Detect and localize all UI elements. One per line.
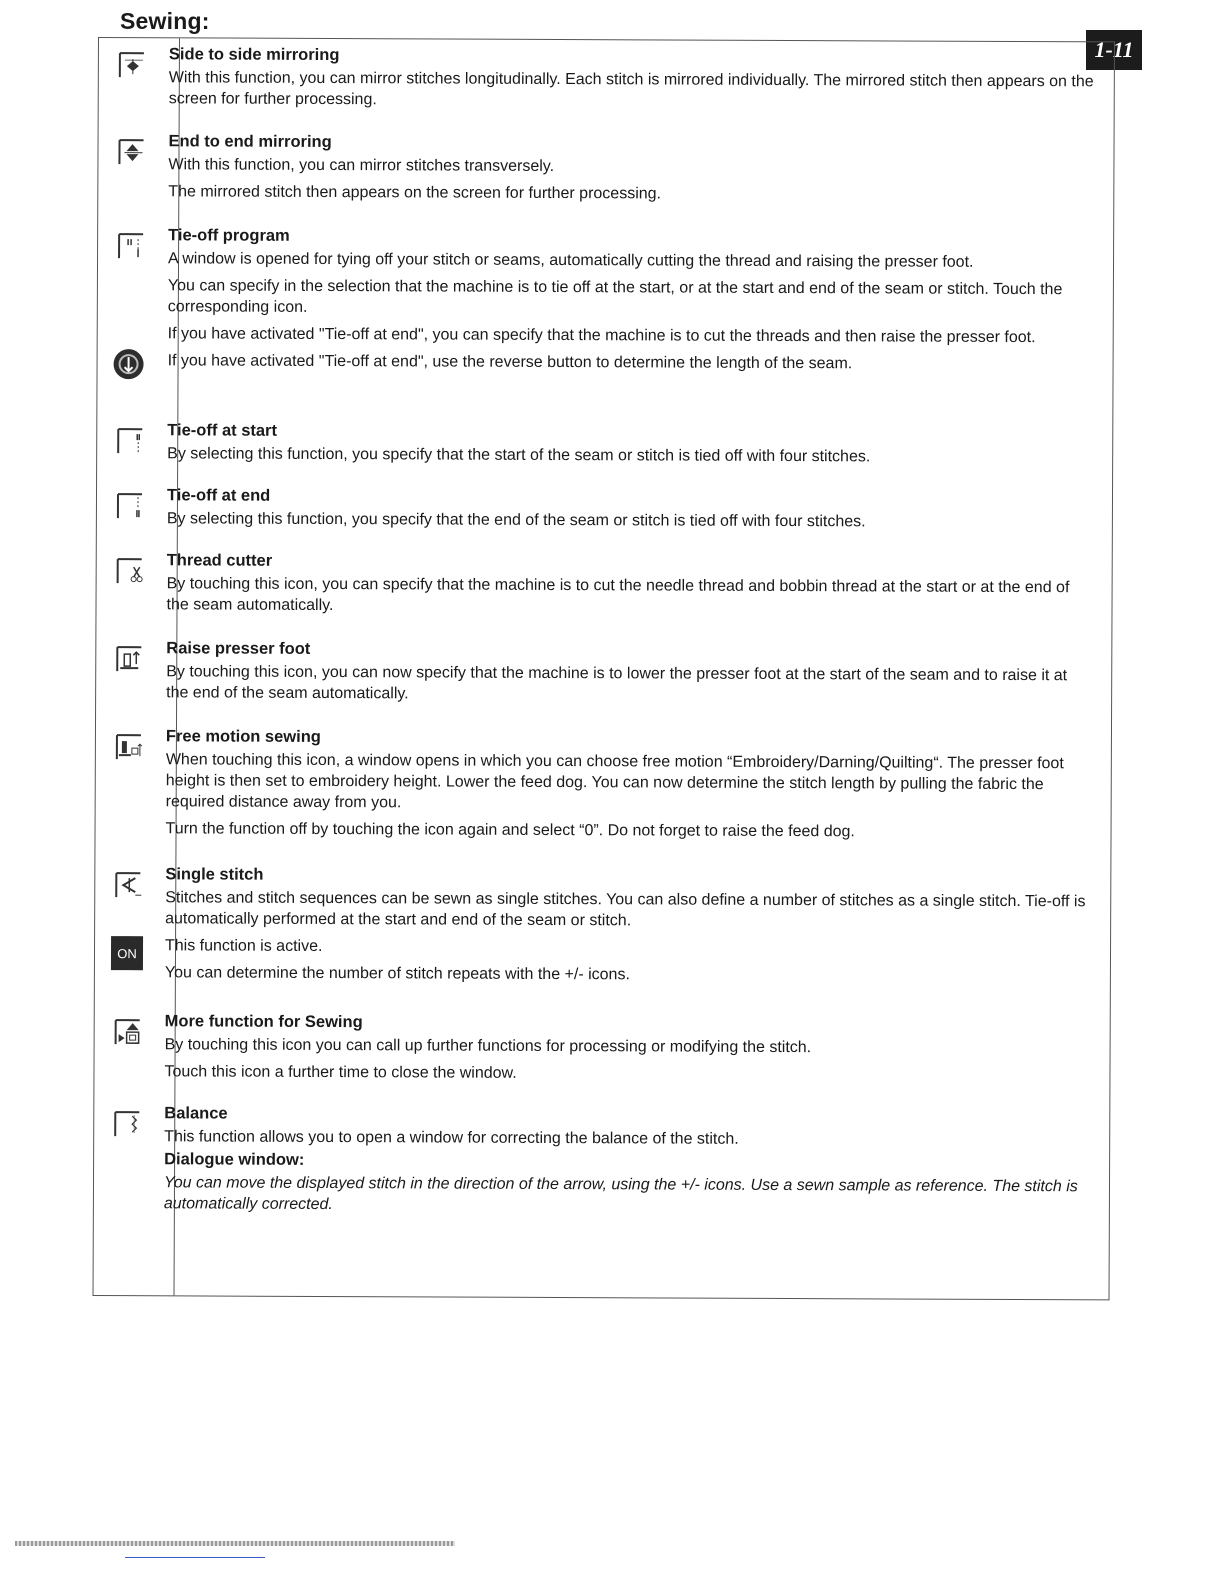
entry-paragraph: With this function, you can mirror stitches transversely.	[168, 156, 555, 175]
entry-content	[169, 44, 1094, 119]
entry-paragraph: This function is active.	[164, 937, 323, 955]
dialogue-window-text: You can move the displayed stitch in the direction of the arrow, using the +/- icons. Use a sewn sample as reference. The stitch is automatically corrected.	[163, 1174, 1078, 1214]
entry-content	[167, 485, 1092, 539]
entry-paragraph: By touching this icon you can call up further functions for processing or modifying the stitch.	[164, 1036, 812, 1057]
entry-heading: Tie-off program	[168, 226, 290, 245]
entry-heading: End to end mirroring	[168, 132, 332, 152]
on-indicator-icon: ON	[111, 936, 143, 970]
more-functions-icon	[113, 1017, 143, 1047]
entry-heading: Free motion sewing	[165, 727, 321, 746]
entry-heading: Single stitch	[165, 865, 264, 884]
entry-content	[165, 726, 1091, 849]
single-stitch-icon	[113, 870, 143, 900]
entry-paragraph: Turn the function off by touching the icon again and select “0”. Do not forget to raise the feed dog.	[165, 820, 855, 841]
entry-heading: Tie-off at start	[167, 421, 278, 440]
entry-end-to-end-mirroring	[99, 131, 1114, 203]
entry-raise-presser-foot	[96, 638, 1111, 703]
entry-paragraph: By selecting this function, you specify that the start of the seam or stitch is tied off with four stitches.	[167, 445, 871, 466]
entry-free-motion-sewing	[96, 726, 1111, 841]
entry-balance	[94, 1103, 1109, 1214]
entry-content	[168, 131, 1093, 212]
entry-paragraph: With this function, you can mirror stitches longitudinally. Each stitch is mirrored individually. The mirrored stitch then appears on the screen for further processing.	[168, 69, 1094, 109]
entry-heading: Raise presser foot	[166, 639, 311, 658]
page-title: Sewing:	[120, 8, 210, 34]
reverse-button-icon	[111, 347, 145, 381]
entry-heading: Thread cutter	[166, 551, 273, 570]
entry-paragraph: This function allows you to open a window for correcting the balance of the stitch.	[164, 1128, 739, 1148]
entry-paragraph: Stitches and stitch sequences can be sewn as single stitches. You can also define a number of stitches as a single stitch. Tie-off is automatically performed at the start and end of the seam or stitch.	[165, 889, 1086, 930]
entry-paragraph: If you have activated "Tie-off at end", use the reverse button to determine the length of the seam.	[167, 352, 853, 373]
entry-paragraph: If you have activated "Tie-off at end", you can specify that the machine is to cut the threads and then raise the presser foot.	[167, 325, 1036, 347]
entry-content	[166, 638, 1091, 713]
side-mirror-icon	[117, 50, 147, 80]
entry-heading: More function for Sewing	[164, 1012, 363, 1032]
entry-content	[167, 420, 1092, 474]
footer-rule	[125, 1557, 265, 1558]
entry-content	[164, 1011, 1089, 1092]
entry-content	[166, 550, 1091, 625]
entry-tie-off-program	[98, 225, 1113, 373]
scan-edge-strip	[15, 1541, 455, 1546]
entry-heading: Balance	[164, 1104, 228, 1123]
entry-paragraph: A window is opened for tying off your stitch or seams, automatically cutting the thread and raising the presser foot.	[167, 250, 974, 271]
entry-single-stitch	[95, 864, 1110, 984]
entry-content	[165, 864, 1091, 993]
entry-paragraph: You can determine the number of stitch repeats with the +/- icons.	[164, 964, 630, 984]
tie-off-program-icon	[116, 231, 146, 261]
entry-paragraph: By touching this icon, you can now specify that the machine is to lower the presser foot at the start of the seam and to raise it at the end of the seam automatically.	[166, 663, 1068, 703]
scissors-icon	[115, 556, 145, 586]
entry-paragraph: When touching this icon, a window opens in which you can choose free motion “Embroidery/Darning/Quilting“. The presser foot height is then set to embroidery height. Lower the feed dog. You can now determine the stitch length by pulling the fabric the required distance away from you.	[165, 751, 1064, 812]
entry-more-function-for-sewing	[95, 1011, 1110, 1082]
tie-off-end-icon	[115, 491, 145, 521]
end-mirror-icon	[116, 137, 146, 167]
entry-side-to-side-mirroring	[99, 44, 1114, 109]
entry-heading: Side to side mirroring	[168, 45, 340, 65]
balance-icon	[112, 1109, 142, 1139]
entry-paragraph: You can specify in the selection that the machine is to tie off at the start, or at the start and end of the seam or stitch. Touch the corresponding icon.	[167, 277, 1063, 316]
entry-paragraph: By selecting this function, you specify that the end of the seam or stitch is tied off with four stitches.	[166, 510, 866, 531]
entry-paragraph: Touch this icon a further time to close the window.	[164, 1063, 517, 1082]
entry-paragraph: The mirrored stitch then appears on the screen for further processing.	[168, 183, 662, 203]
free-motion-icon	[114, 732, 144, 762]
tie-off-start-icon	[115, 426, 145, 456]
content-frame	[93, 37, 1115, 1300]
page-number-badge: 1-11	[1086, 30, 1142, 70]
entry-tie-off-at-start	[97, 420, 1112, 466]
entry-content	[168, 225, 1094, 381]
entry-content	[164, 1103, 1090, 1224]
entry-paragraph: By touching this icon, you can specify that the machine is to cut the needle thread and bobbin thread at the start or at the end of the seam automatically.	[166, 575, 1070, 615]
entry-tie-off-at-end	[97, 485, 1112, 531]
dialogue-window-heading: Dialogue window:	[164, 1150, 305, 1169]
entry-thread-cutter	[97, 550, 1112, 615]
presser-foot-icon	[114, 644, 144, 674]
entry-heading: Tie-off at end	[166, 486, 271, 505]
